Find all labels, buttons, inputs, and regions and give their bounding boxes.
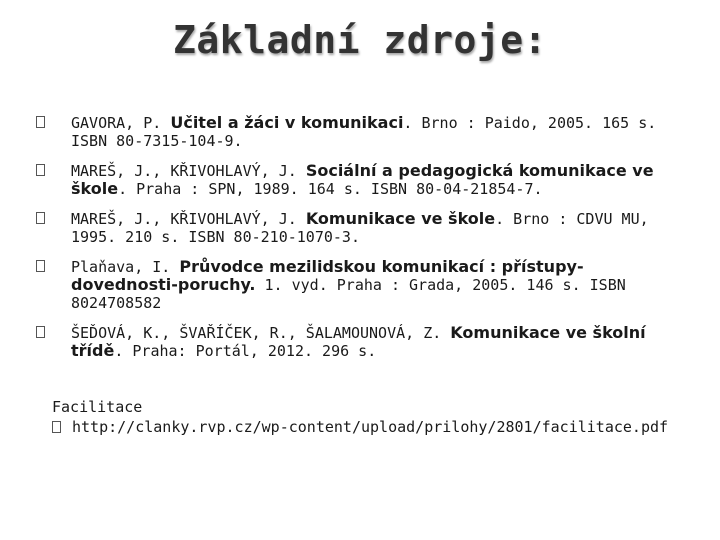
reference-item — [36, 162, 676, 198]
reference-author: MAREŠ, J., KŘIVOHLAVÝ, J. — [71, 210, 306, 228]
reference-details: . Praha: Portál, 2012. 296 s. — [114, 342, 377, 360]
reference-details: . Brno : CDVU MU, 1995. 210 s. ISBN 80-210-1070-3. — [71, 210, 649, 246]
reference-item — [36, 258, 676, 312]
facilitace-link[interactable]: http://clanky.rvp.cz/wp-content/upload/prilohy/2801/facilitace.pdf — [72, 418, 669, 436]
bullet-icon — [36, 116, 45, 128]
bullet-icon — [52, 421, 61, 433]
bullet-icon — [36, 164, 45, 176]
reference-list — [36, 114, 676, 372]
facilitace-heading: Facilitace — [52, 398, 143, 416]
reference-title: Komunikace ve škole — [305, 209, 496, 228]
bullet-icon — [36, 260, 45, 272]
reference-item — [36, 114, 676, 150]
reference-item — [36, 210, 676, 246]
bullet-icon — [36, 326, 45, 338]
reference-title: Učitel a žáci v komunikaci — [170, 113, 404, 132]
reference-details: . Brno : Paido, 2005. 165 s. ISBN 80-7315-104-9. — [71, 114, 657, 150]
reference-author: MAREŠ, J., KŘIVOHLAVÝ, J. — [71, 162, 306, 180]
reference-item — [36, 324, 676, 360]
slide-title: Základní zdroje: — [172, 18, 548, 62]
reference-author: GAVORA, P. — [71, 114, 171, 132]
reference-author: ŠEĎOVÁ, K., ŠVAŘÍČEK, R., ŠALAMOUNOVÁ, Z. — [71, 324, 451, 342]
bullet-icon — [36, 212, 45, 224]
facilitace-item — [52, 417, 692, 437]
reference-author: Plaňava, I. — [71, 258, 180, 276]
reference-details: 1. vyd. Praha : Grada, 2005. 146 s. ISBN 8024708582 — [71, 276, 626, 312]
facilitace-section — [52, 398, 692, 437]
reference-title: Průvodce mezilidskou komunikací : přístupy-dovednosti-poruchy. — [71, 257, 584, 294]
reference-title: Sociální a pedagogická komunikace ve škole — [71, 161, 654, 198]
reference-details: . Praha : SPN, 1989. 164 s. ISBN 80-04-21854-7. — [118, 180, 543, 198]
reference-title: Komunikace ve školní třídě — [71, 323, 646, 360]
